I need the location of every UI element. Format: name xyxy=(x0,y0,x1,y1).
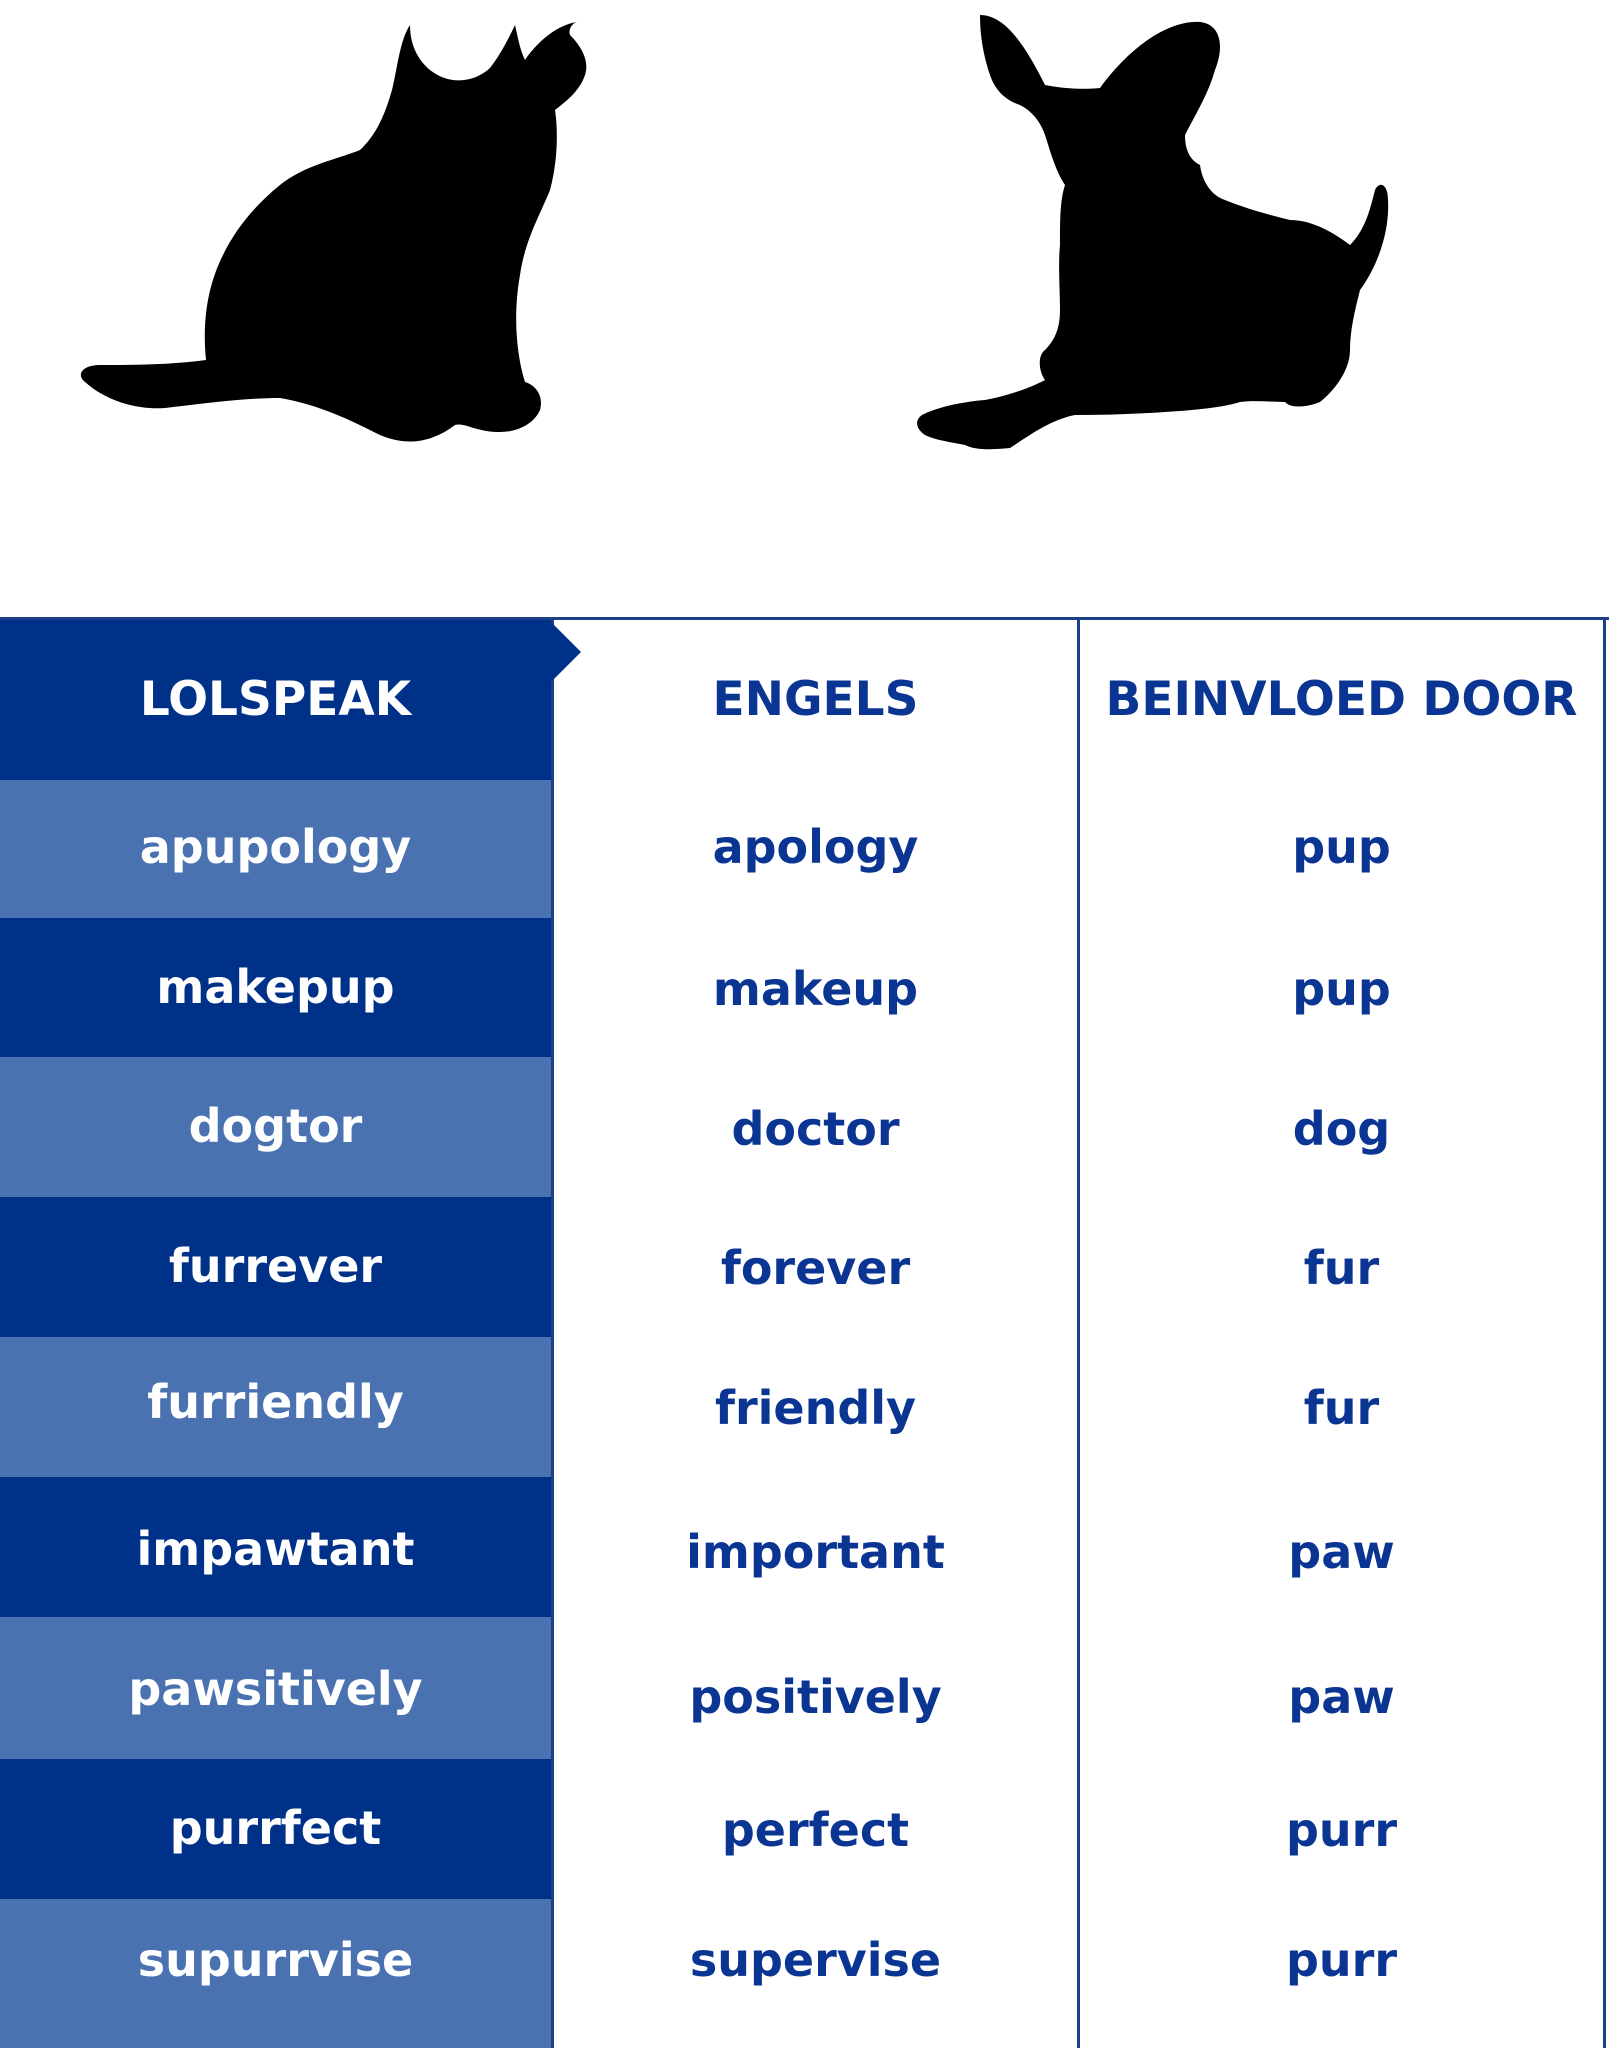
lolspeak-table xyxy=(0,617,1609,2048)
lolspeak-cell: furrever xyxy=(168,1239,383,1293)
table-row xyxy=(0,1477,551,1617)
lolspeak-cell: apupology xyxy=(139,820,412,874)
beinvloed-cell: fur xyxy=(1303,1381,1380,1435)
engels-cell: friendly xyxy=(714,1381,917,1435)
column-divider xyxy=(1603,617,1606,2048)
beinvloed-cell: dog xyxy=(1292,1102,1391,1156)
engels-cell: supervise xyxy=(689,1933,942,1987)
header-lolspeak: LOLSPEAK xyxy=(139,672,412,727)
lolspeak-cell: purrfect xyxy=(169,1801,382,1855)
engels-cell: perfect xyxy=(721,1803,910,1857)
lolspeak-cell: supurrvise xyxy=(137,1933,414,1987)
engels-cell: positively xyxy=(689,1670,942,1724)
engels-cell: important xyxy=(686,1525,945,1579)
lolspeak-cell: makepup xyxy=(156,960,395,1014)
beinvloed-cell: fur xyxy=(1303,1241,1380,1295)
lolspeak-cell: dogtor xyxy=(188,1099,363,1153)
silhouettes xyxy=(0,0,1609,560)
table-row xyxy=(0,780,551,918)
beinvloed-cell: paw xyxy=(1288,1670,1395,1724)
table-row xyxy=(0,1899,551,2048)
table-row xyxy=(0,918,551,1057)
lolspeak-cell: impawtant xyxy=(136,1522,415,1576)
beinvloed-cell: pup xyxy=(1292,962,1391,1016)
header-beinvloed-door: BEINVLOED DOOR xyxy=(1105,672,1578,727)
engels-cell: apology xyxy=(712,820,919,874)
engels-cell: makeup xyxy=(712,962,919,1016)
cat-silhouette-icon xyxy=(80,20,640,450)
beinvloed-cell: purr xyxy=(1285,1933,1398,1987)
engels-cell: doctor xyxy=(731,1102,900,1156)
beinvloed-cell: purr xyxy=(1285,1803,1398,1857)
table-row xyxy=(0,1759,551,1899)
header-engels: ENGELS xyxy=(712,672,919,727)
engels-cell: forever xyxy=(720,1241,911,1295)
lolspeak-cell: pawsitively xyxy=(128,1662,423,1716)
table-row xyxy=(0,1617,551,1759)
table-row xyxy=(0,1337,551,1477)
dog-silhouette-icon xyxy=(910,10,1410,460)
table-row xyxy=(0,1057,551,1197)
beinvloed-cell: paw xyxy=(1288,1525,1395,1579)
beinvloed-cell: pup xyxy=(1292,820,1391,874)
lolspeak-cell: furriendly xyxy=(147,1375,404,1429)
header-cell-lolspeak xyxy=(0,620,551,780)
table-row xyxy=(0,1197,551,1337)
